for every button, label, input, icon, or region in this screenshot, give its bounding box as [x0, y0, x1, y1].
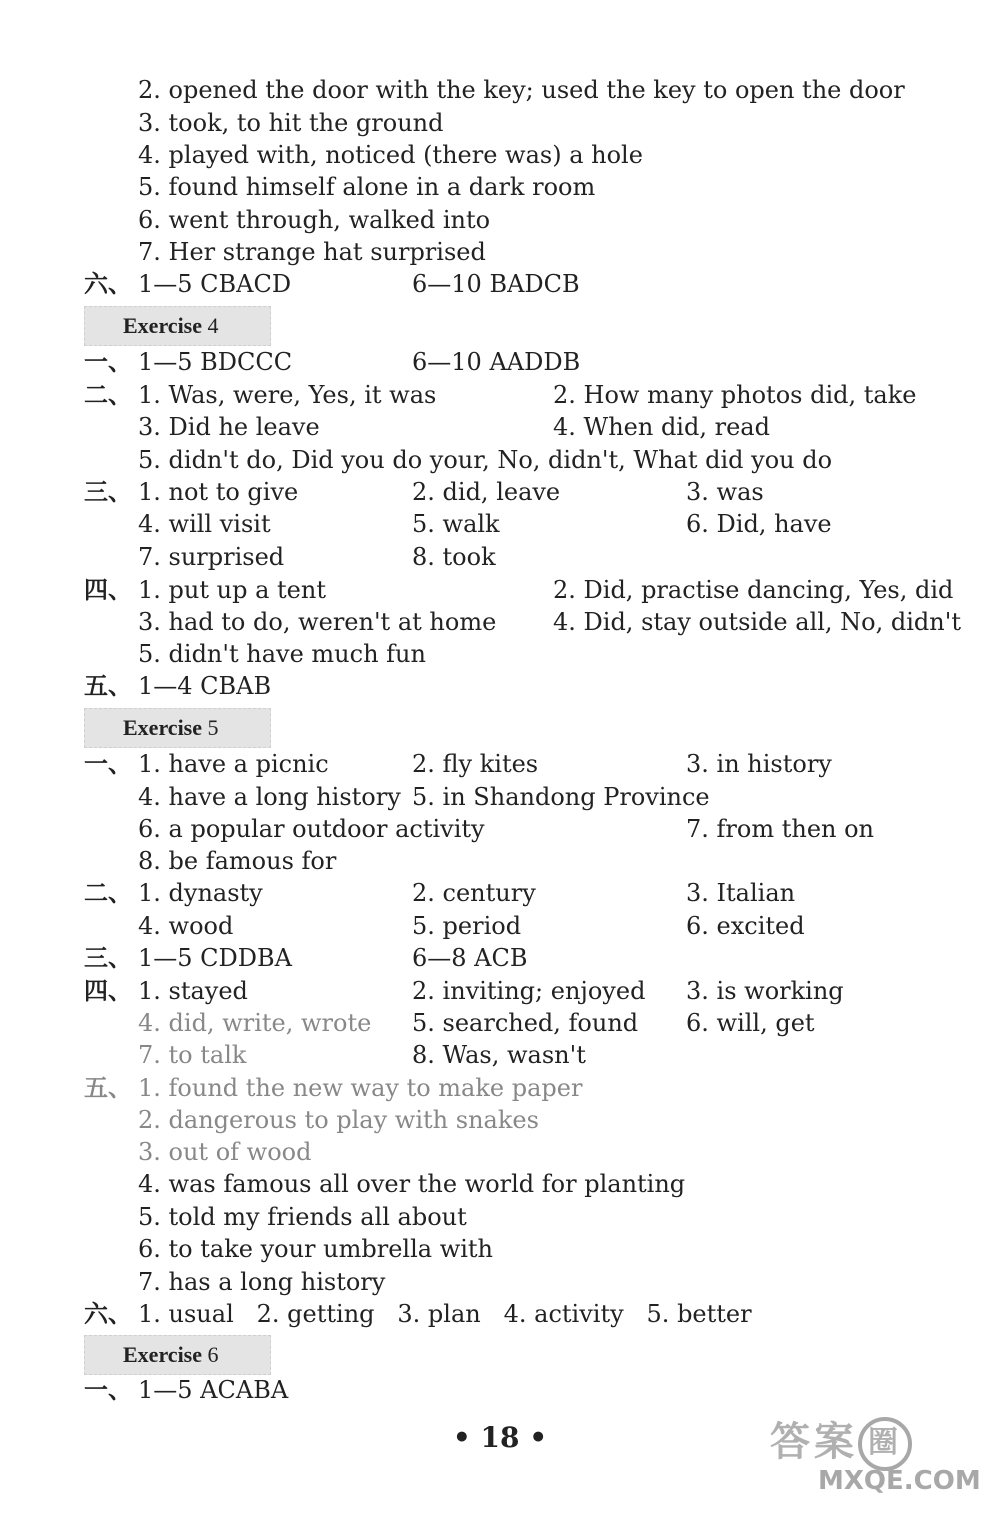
- answer-line: 4. was famous all over the world for planting: [138, 1170, 686, 1198]
- section-label-yi: 一、: [84, 1375, 132, 1404]
- answer-line: 1. not to give: [138, 478, 299, 506]
- exercise-number: 4: [207, 313, 219, 338]
- answer-line: 6. a popular outdoor activity: [138, 815, 485, 843]
- section-label-wu: 五、: [84, 671, 132, 700]
- section-label-er: 二、: [84, 878, 132, 907]
- answer-line: 6. Did, have: [686, 510, 832, 538]
- answer-line: 4. played with, noticed (there was) a hole: [138, 141, 643, 169]
- answer-line: 6—10 AADDB: [412, 348, 581, 376]
- answer-line: 7. from then on: [686, 815, 875, 843]
- answer-line: 3. was: [686, 478, 764, 506]
- section-label-si: 四、: [84, 575, 132, 604]
- answer-line: 1—5 CBACD: [138, 270, 292, 298]
- answer-line: 2. did, leave: [412, 478, 561, 506]
- answer-line: 1—5 ACABA: [138, 1376, 289, 1404]
- answer-line: 8. took: [412, 543, 496, 571]
- answer-line: 3. in history: [686, 750, 832, 778]
- watermark: [760, 1410, 990, 1500]
- answer-line: 7. to talk: [138, 1041, 247, 1069]
- answer-line: 2. How many photos did, take: [553, 381, 917, 409]
- answer-line: 1. put up a tent: [138, 576, 326, 604]
- section-label-yi: 一、: [84, 347, 132, 376]
- answer-line: 7. has a long history: [138, 1268, 386, 1296]
- answer-line: 6. went through, walked into: [138, 206, 491, 234]
- answer-line: 1—5 CDDBA: [138, 944, 292, 972]
- answer-line: 2. opened the door with the key; used the key to open the door: [138, 76, 905, 104]
- section-label-er: 二、: [84, 380, 132, 409]
- exercise-title-word: Exercise: [123, 1342, 203, 1367]
- exercise-5-header: [84, 708, 271, 748]
- answer-line: 1—5 BDCCC: [138, 348, 293, 376]
- answer-line: 4. Did, stay outside all, No, didn't: [553, 608, 961, 636]
- answer-line: 1. usual 2. getting 3. plan 4. activity 5. better: [138, 1300, 752, 1328]
- section-label-si: 四、: [84, 976, 132, 1005]
- answer-line: 5. searched, found: [412, 1009, 639, 1037]
- answer-line: 7. Her strange hat surprised: [138, 238, 486, 266]
- answer-line: 6—8 ACB: [412, 944, 528, 972]
- page-number: • 18 •: [452, 1421, 548, 1454]
- section-label-wu: 五、: [84, 1073, 132, 1102]
- answer-line: 3. Did he leave: [138, 413, 320, 441]
- answer-line: 1. have a picnic: [138, 750, 329, 778]
- answer-line: 5. didn't do, Did you do your, No, didn't, What did you do: [138, 446, 833, 474]
- answer-line: 2. century: [412, 879, 536, 907]
- answer-line: 2. fly kites: [412, 750, 539, 778]
- exercise-title-word: Exercise: [123, 313, 203, 338]
- answer-line: 5. period: [412, 912, 522, 940]
- answer-line: 4. When did, read: [553, 413, 770, 441]
- answer-line: 1. found the new way to make paper: [138, 1074, 583, 1102]
- answer-line: 6—10 BADCB: [412, 270, 580, 298]
- watermark-logo: 答案 圈: [770, 1410, 912, 1471]
- answer-line: 8. Was, wasn't: [412, 1041, 586, 1069]
- answer-line: 8. be famous for: [138, 847, 337, 875]
- answer-line: 5. walk: [412, 510, 500, 538]
- answer-line: 4. will visit: [138, 510, 271, 538]
- section-label-liu: 六、: [84, 1299, 132, 1328]
- answer-line: 2. inviting; enjoyed: [412, 977, 646, 1005]
- answer-line: 1. Was, were, Yes, it was: [138, 381, 437, 409]
- section-label-yi: 一、: [84, 749, 132, 778]
- answer-line: 7. surprised: [138, 543, 285, 571]
- exercise-title-word: Exercise: [123, 715, 203, 740]
- answer-line: 1. dynasty: [138, 879, 263, 907]
- answer-line: 5. in Shandong Province: [412, 783, 710, 811]
- answer-line: 5. didn't have much fun: [138, 640, 426, 668]
- answer-line: 3. is working: [686, 977, 844, 1005]
- answer-line: 6. to take your umbrella with: [138, 1235, 494, 1263]
- section-label-san: 三、: [84, 943, 132, 972]
- answer-line: 3. Italian: [686, 879, 796, 907]
- answer-line: 3. had to do, weren't at home: [138, 608, 497, 636]
- answer-line: 3. out of wood: [138, 1138, 312, 1166]
- exercise-4-header: [84, 306, 271, 346]
- answer-line: 6. will, get: [686, 1009, 815, 1037]
- answer-line: 2. dangerous to play with snakes: [138, 1106, 539, 1134]
- answer-line: 3. took, to hit the ground: [138, 109, 444, 137]
- section-label-san: 三、: [84, 477, 132, 506]
- watermark-site: MXQE.COM: [818, 1466, 981, 1496]
- answer-line: 1—4 CBAB: [138, 672, 272, 700]
- answer-line: 5. found himself alone in a dark room: [138, 173, 596, 201]
- section-label-liu: 六、: [84, 269, 132, 298]
- answer-line: 2. Did, practise dancing, Yes, did: [553, 576, 954, 604]
- answer-line: 1. stayed: [138, 977, 248, 1005]
- answer-line: 5. told my friends all about: [138, 1203, 467, 1231]
- exercise-number: 5: [207, 715, 219, 740]
- answer-line: 4. wood: [138, 912, 234, 940]
- answer-line: 6. excited: [686, 912, 805, 940]
- exercise-6-header: [84, 1335, 271, 1375]
- exercise-number: 6: [207, 1342, 219, 1367]
- answer-line: 4. have a long history: [138, 783, 401, 811]
- answer-line: 4. did, write, wrote: [138, 1009, 372, 1037]
